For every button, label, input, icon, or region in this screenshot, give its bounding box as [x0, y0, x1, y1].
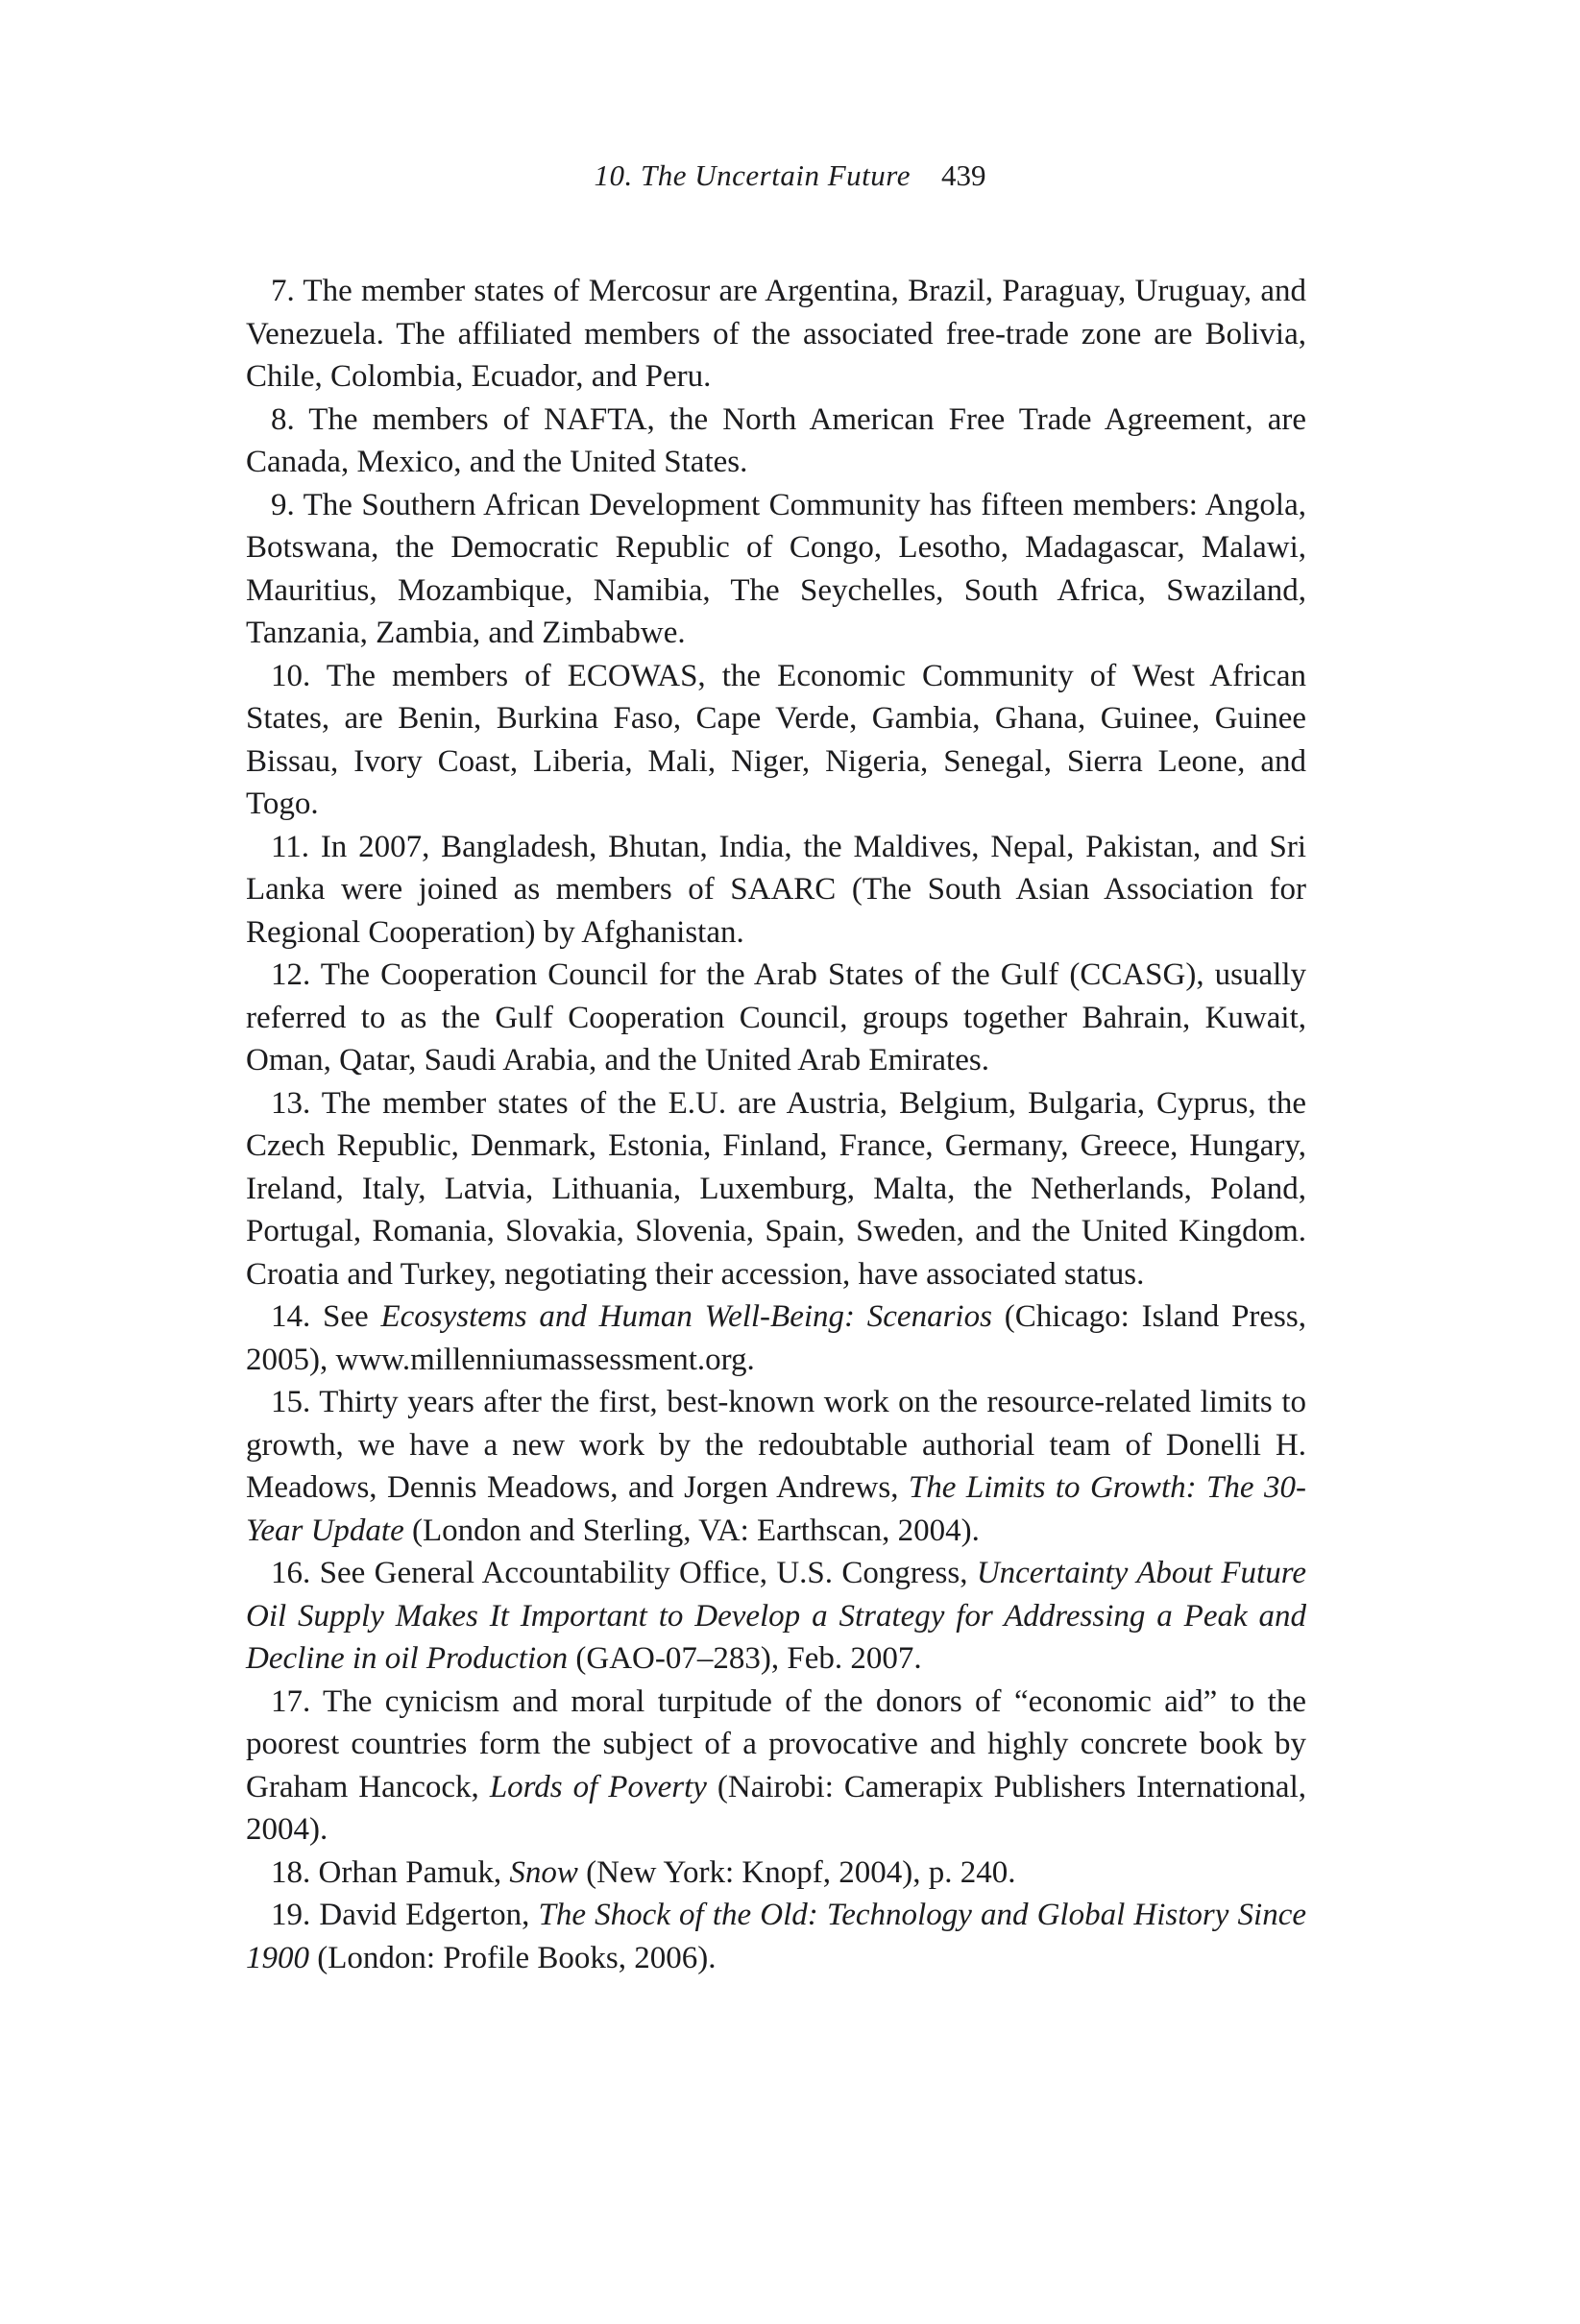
note-text: 8. The members of NAFTA, the North American Free Trade Agreement, are Canada, Mexico, and the United States.: [246, 401, 1306, 479]
note-text: 13. The member states of the E.U. are Austria, Belgium, Bulgaria, Cyprus, the Czech Republic, Denmark, Estonia, Finland, France, Germany, Greece, Hungary, Ireland, Italy, Latvia, Lithuania, Luxemburg, Malta, the Netherlands, Poland, Portugal, Romania, Slovakia, Slovenia, Spain, Sweden, and the United Kingdom. Croatia and Turkey, negotiating their accession, have associated status.: [246, 1085, 1306, 1292]
book-title: Uncertainty About Future Oil Supply Makes It Important to Develop a Strategy for Addressing a Peak and Decline in oil Production: [246, 1556, 1306, 1676]
note-text: 18. Orhan Pamuk,: [271, 1854, 510, 1890]
endnotes-list: [246, 270, 1306, 1979]
note-text: 15. Thirty years after the first, best-known work on the resource-related limits to growth, we have a new work by the redoubtable authorial team of Donelli H. Meadows, Dennis Meadows, and Jorgen Andrews,: [246, 1385, 1306, 1505]
note-text: 19. David Edgerton,: [271, 1898, 539, 1932]
endnote-13: [246, 1082, 1306, 1296]
note-text: 12. The Cooperation Council for the Arab States of the Gulf (CCASG), usually referred to as the Gulf Cooperation Council, groups together Bahrain, Kuwait, Oman, Qatar, Saudi Arabia, and the United Arab Emirates.: [246, 957, 1306, 1077]
page-number: 439: [940, 158, 986, 192]
endnote-8: [246, 399, 1306, 484]
endnote-12: [246, 954, 1306, 1082]
endnote-16: [246, 1552, 1306, 1681]
endnote-18: [246, 1852, 1306, 1895]
running-header: [0, 157, 1580, 195]
endnote-15: [246, 1381, 1306, 1552]
note-text: (London: Profile Books, 2006).: [309, 1940, 717, 1975]
endnote-14: [246, 1295, 1306, 1381]
note-text: 7. The member states of Mercosur are Argentina, Brazil, Paraguay, Uruguay, and Venezuela. The affiliated members of the associated free-trade zone are Bolivia, Chile, Colombia, Ecuador, and Peru.: [246, 274, 1306, 394]
note-text: (London and Sterling, VA: Earthscan, 2004).: [403, 1513, 980, 1548]
note-text: 11. In 2007, Bangladesh, Bhutan, India, the Maldives, Nepal, Pakistan, and Sri Lanka were joined as members of SAARC (The South Asian Association for Regional Cooperation) by Afghanistan.: [246, 829, 1306, 950]
note-text: 17. The cynicism and moral turpitude of the donors of “economic aid” to the poorest countries form the subject of a provocative and highly concrete book by Graham Hancock,: [246, 1683, 1306, 1804]
endnote-7: [246, 270, 1306, 399]
chapter-title: 10. The Uncertain Future: [594, 158, 911, 192]
note-text: 9. The Southern African Development Community has fifteen members: Angola, Botswana, the Democratic Republic of Congo, Lesotho, Madagascar, Malawi, Mauritius, Mozambique, Namibia, The Seychelles, South Africa, Swaziland, Tanzania, Zambia, and Zimbabwe.: [246, 487, 1306, 650]
note-text: (GAO-07–283), Feb. 2007.: [568, 1641, 922, 1676]
endnote-11: [246, 826, 1306, 955]
book-title: Lords of Poverty: [489, 1769, 707, 1804]
book-title: Snow: [509, 1854, 578, 1890]
book-title: The Shock of the Old: Technology and Global History Since 1900: [246, 1898, 1306, 1975]
endnote-10: [246, 655, 1306, 826]
note-text: 16. See General Accountability Office, U.S. Congress,: [271, 1556, 977, 1590]
note-text: 10. The members of ECOWAS, the Economic Community of West African States, are Benin, Burkina Faso, Cape Verde, Gambia, Ghana, Guinee, Guinee Bissau, Ivory Coast, Liberia, Mali, Niger, Nigeria, Senegal, Sierra Leone, and Togo.: [246, 658, 1306, 821]
note-text: (New York: Knopf, 2004), p. 240.: [577, 1854, 1016, 1890]
book-title: Ecosystems and Human Well-Being: Scenarios: [380, 1299, 992, 1334]
endnote-19: [246, 1894, 1306, 1979]
endnote-17: [246, 1681, 1306, 1852]
note-text: (Chicago: Island Press, 2005), www.millenniumassessment.org.: [246, 1299, 1306, 1377]
note-text: (Nairobi: Camerapix Publishers International, 2004).: [246, 1769, 1306, 1847]
note-text: 14. See: [271, 1299, 381, 1334]
endnote-9: [246, 484, 1306, 655]
book-title: The Limits to Growth: The 30-Year Update: [246, 1470, 1306, 1548]
